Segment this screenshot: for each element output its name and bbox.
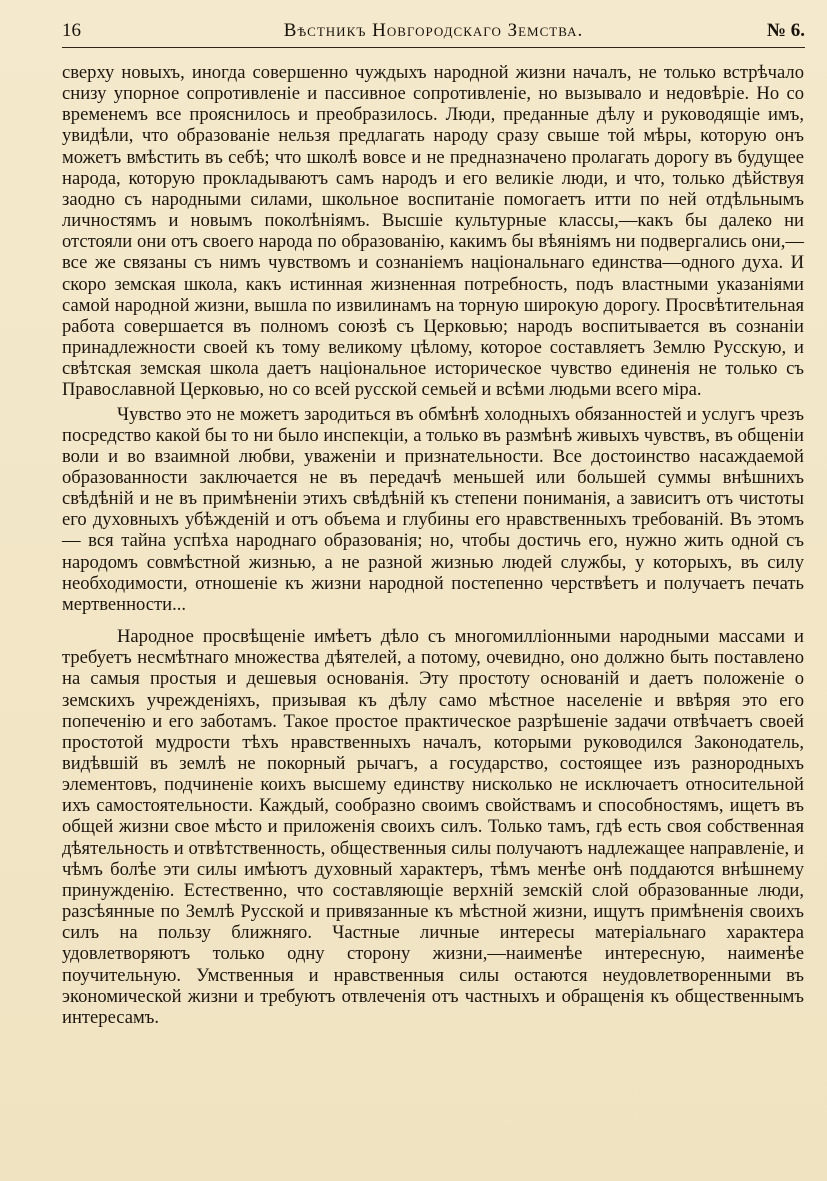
paragraph: Чувство это не можетъ зародиться въ обмѣнѣ холодныхъ обязанностей и услугъ чрезъ посредство какой бы то ни было инспекціи, а только въ размѣнѣ живыхъ чувствъ, въ общеніи воли и во взаимной любви, уваженіи и признательности. Все достоинство насаждаемой образованности заключается не въ передачѣ меньшей или большей суммы внѣшнихъ свѣдѣній и не въ примѣненіи этихъ свѣдѣній къ степени пониманія, а зависитъ отъ чистоты его духовныхъ убѣжденій и отъ объема и глубины его нравственныхъ требованій. Въ этомъ— вся тайна успѣха народнаго образованія; но, чтобы достичь его, нужно жить одной съ народомъ совмѣстной жизнью, а не разной жизнью людей службы, у которыхъ, въ силу необходимости, отношеніе къ жизни народной постепенно черствѣетъ и получаетъ печать мертвенности...: [62, 403, 804, 615]
page-header: [62, 18, 805, 46]
issue-number: № 6.: [766, 20, 805, 41]
page-number: 16: [62, 20, 81, 41]
paragraph: сверху новыхъ, иногда совершенно чуждыхъ народной жизни началъ, не только встрѣчало снизу упорное сопротивленіе и пассивное сопротивленіе, но вызывало и недовѣріе. Но со временемъ все прояснилось и преобразилось. Люди, преданные дѣлу и руководящіе имъ, увидѣли, что образованіе нельзя предлагать народу сразу свыше той мѣры, которую онъ можетъ вмѣстить въ себѣ; что школѣ вовсе и не предназначено пролагать дорогу въ будущее народа, которую прокладываютъ самъ народъ и его великіе люди, и что, только дѣйствуя заодно съ народными силами, школьное воспитаніе помогаетъ итти по ней отдѣльнымъ личностямъ и новымъ поколѣніямъ. Высшіе культурные классы,—какъ бы далеко ни отстояли они отъ своего народа по образованію, какимъ бы вѣяніямъ ни подвергались они,—все же связаны съ нимъ чувствомъ и сознаніемъ національнаго единства—одного духа. И скоро земская школа, какъ истинная жизненная потребность, подъ властными указаніями самой народной жизни, вышла по извилинамъ на торную широкую дорогу. Просвѣтительная работа совершается въ полномъ союзѣ съ Церковью; народъ воспитывается въ сознаніи принадлежности своей къ тому великому цѣлому, которое составляетъ Землю Русскую, и свѣтская земская школа даетъ національное историческое чувство единенія не только съ Православной Церковью, но со всей русской семьей и всѣми людьми всего міра.: [62, 62, 804, 401]
journal-title: Вѣстникъ Новгородскаго Земства.: [283, 20, 584, 41]
paragraph: Народное просвѣщеніе имѣетъ дѣло съ многомилліонными народными массами и требуетъ несмѣтнаго множества дѣятелей, а потому, очевидно, оно должно быть поставлено на самыя простыя и дешевыя основанія. Эту простоту основаній и даетъ положеніе о земскихъ учрежденіяхъ, призывая къ дѣлу само мѣстное населеніе и ввѣряя это его попеченію и его заботамъ. Такое простое практическое разрѣшеніе задачи отвѣчаетъ своей простотой мудрости тѣхъ нравственныхъ началъ, которыми руководился Законодатель, видѣвшій въ землѣ не покорный рычагъ, а государство, состоящее изъ разнородныхъ элементовъ, подчиненіе коихъ высшему единству нисколько не исключаетъ относительной ихъ самостоятельности. Каждый, сообразно своимъ свойствамъ и способностямъ, ищетъ въ общей жизни свое мѣсто и приложенія своихъ силъ. Только тамъ, гдѣ есть своя собственная дѣятельность и отвѣтственность, общественныя силы получаютъ надлежащее направленіе, и чѣмъ болѣе эти силы имѣютъ духовный характеръ, тѣмъ менѣе онѣ поддаются внѣшнему принужденію. Естественно, что составляющіе верхній земскій слой образованные люди, разсѣянные по Землѣ Русской и привязанные къ мѣстной жизни, ищутъ примѣненія своихъ силъ на пользу ближняго. Частные личные интересы матеріальнаго характера удовлетворяютъ только одну сторону жизни,—наименѣе интересную, наименѣе поучительную. Умственныя и нравственныя силы остаются неудовлетворенными въ экономической жизни и требуютъ отвлеченія отъ частныхъ и обращенія къ общественнымъ интересамъ.: [62, 626, 804, 1028]
header-rule: [62, 47, 805, 48]
article-body: [62, 62, 804, 1028]
